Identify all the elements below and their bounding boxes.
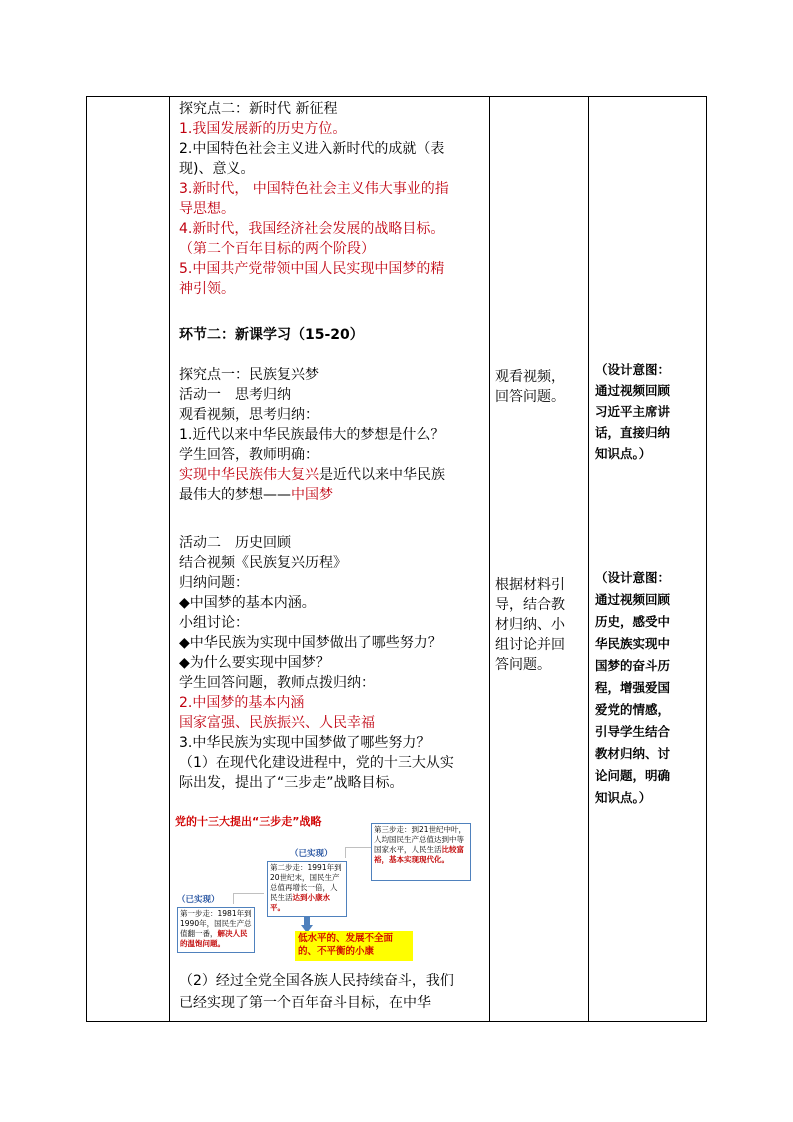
step-connector — [233, 893, 264, 904]
column-divider — [588, 97, 589, 1021]
column-divider — [489, 97, 490, 1021]
text-line: 程，增强爱国 — [595, 680, 671, 695]
diagram-title: 党的十三大提出“三步走”战略 — [175, 815, 322, 828]
text-line: 活动二 历史回顾 — [179, 535, 291, 551]
text-line: （设计意图： — [595, 570, 671, 585]
text-line: 导，结合教 — [495, 597, 565, 613]
text-line: 1.我国发展新的历史方位。 — [179, 121, 347, 137]
text-line: 已经实现了第一个百年奋斗目标，在中华 — [179, 995, 431, 1011]
text-line: 现)、意义。 — [179, 161, 255, 177]
text-segment: 实现中华民族伟大复兴 — [179, 467, 319, 483]
text-line — [179, 485, 333, 505]
lesson-plan-table — [86, 96, 707, 1022]
step-three-box: 第三步走：到21世纪中叶，人均国民生产总值达到中等国家水平，人民生活比较富裕，基本实现现代化。 — [371, 823, 471, 881]
text-line: 历史，感受中 — [595, 614, 671, 629]
text-line: （1）在现代化建设进程中，党的十三大从实 — [179, 755, 454, 771]
text-line: 4.新时代，我国经济社会发展的战略目标。 — [179, 221, 445, 237]
text-line: 根据材料引 — [495, 577, 565, 593]
three-step-strategy-diagram — [175, 813, 487, 969]
text-line: 导思想。 — [179, 201, 235, 217]
column-divider — [169, 97, 170, 1021]
achieved-tag: （已实现） — [290, 849, 333, 859]
text-line: 探究点一：民族复兴梦 — [179, 367, 319, 383]
text-line: 1.近代以来中华民族最伟大的梦想是什么？ — [179, 427, 445, 443]
text-line: ◆中华民族为实现中国梦做出了哪些努力？ — [179, 635, 442, 651]
text-line: 爱党的情感， — [595, 702, 671, 717]
text-line: 教材归纳、讨 — [595, 746, 671, 761]
text-line — [179, 465, 445, 485]
text-line: 3.中华民族为实现中国梦做了哪些努力？ — [179, 735, 431, 751]
text-line: 学生回答，教师明确： — [179, 447, 319, 463]
text-line: 华民族实现中 — [595, 636, 671, 651]
achieved-tag: （已实现） — [177, 895, 220, 905]
text-line: ◆中国梦的基本内涵。 — [179, 595, 316, 611]
text-line: 观看视频， — [495, 369, 565, 385]
text-line: （2）经过全党全国各族人民持续奋斗，我们 — [179, 973, 454, 989]
text-line: 话，直接归纳 — [595, 425, 671, 440]
moderate-prosperity-note: 低水平的、发展不全面的、不平衡的小康 — [295, 931, 413, 961]
text-line: 组讨论并回 — [495, 637, 565, 653]
text-line: 探究点二：新时代 新征程 — [179, 101, 338, 117]
text-line: （设计意图： — [595, 362, 671, 377]
text-line: 知识点。） — [595, 790, 652, 805]
text-segment: 中国梦 — [291, 487, 333, 503]
text-line: 5.中国共产党带领中国人民实现中国梦的精 — [179, 261, 445, 277]
text-line: 材归纳、小 — [495, 617, 565, 633]
text-line: （第二个百年目标的两个阶段） — [179, 241, 375, 257]
text-line: 活动一 思考归纳 — [179, 387, 291, 403]
text-line: 知识点。） — [595, 446, 652, 461]
text-segment: 最伟大的梦想—— — [179, 487, 291, 503]
text-line: 结合视频《民族复兴历程》 — [179, 555, 347, 571]
text-line: 引导学生结合 — [595, 724, 671, 739]
text-line: 归纳问题： — [179, 575, 249, 591]
text-line: 学生回答问题，教师点拨归纳： — [179, 675, 375, 691]
step-two-box: 第二步走：1991年到20世纪末，国民生产总值再增长一倍，人民生活达到小康水平。 — [267, 861, 347, 917]
text-line: 国梦的奋斗历 — [595, 658, 671, 673]
text-line: 2.中国梦的基本内涵 — [179, 695, 305, 711]
step-one-box: 第一步走：1981年到1990年，国民生产总值翻一番，解决人民的温饱问题。 — [177, 907, 255, 953]
text-line: 答问题。 — [495, 657, 551, 673]
text-line: 国家富强、民族振兴、人民幸福 — [179, 715, 375, 731]
text-line: 2.中国特色社会主义进入新时代的成就（表 — [179, 141, 445, 157]
text-line: 通过视频回顾 — [595, 592, 671, 607]
text-line: 观看视频，思考归纳： — [179, 407, 319, 423]
text-line: 小组讨论： — [179, 615, 249, 631]
text-line: 3.新时代， 中国特色社会主义伟大事业的指 — [179, 181, 449, 197]
text-line: 通过视频回顾 — [595, 383, 671, 398]
text-line: 神引领。 — [179, 281, 235, 297]
text-line: 际出发，提出了“三步走”战略目标。 — [179, 775, 404, 791]
text-line: ◆为什么要实现中国梦？ — [179, 655, 330, 671]
text-line: 习近平主席讲 — [595, 404, 671, 419]
text-line: 环节二：新课学习（15-20） — [179, 327, 364, 343]
text-line: 论问题，明确 — [595, 768, 671, 783]
text-segment: 是近代以来中华民族 — [319, 467, 445, 483]
text-line: 回答问题。 — [495, 389, 565, 405]
